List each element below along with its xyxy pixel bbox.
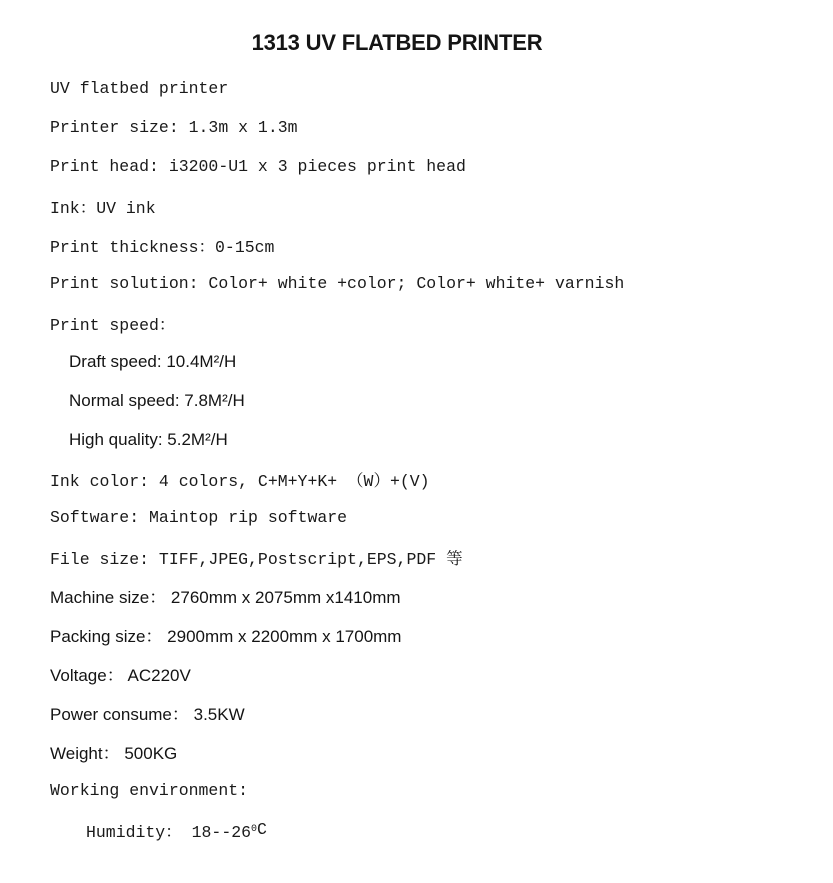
spec-text: Print head: i3200-U1 x 3 pieces print head — [50, 157, 466, 176]
spec-line-software — [50, 498, 744, 537]
spec-text: Software: Maintop rip software — [50, 508, 348, 527]
spec-text: Humidity： 18--26 — [86, 822, 252, 842]
spec-text: Weight： 500KG — [50, 744, 178, 763]
spec-text: Ink color: 4 colors, C+M+Y+K+ （W）+(V) — [50, 471, 430, 491]
spec-line-normal-speed — [50, 381, 744, 420]
spec-line-voltage — [50, 654, 744, 693]
spec-line-weight — [50, 732, 744, 771]
spec-text: Printer size: 1.3m x 1.3m — [50, 118, 298, 137]
spec-line-print-thickness — [50, 225, 744, 264]
spec-text: Power consume： 3.5KW — [50, 705, 245, 724]
spec-text: Print speed： — [50, 315, 176, 335]
spec-text: Print thickness：0-15cm — [50, 237, 275, 257]
page-title: 1313 UV FLATBED PRINTER — [251, 30, 543, 55]
spec-text: Normal speed: 7.8M²/H — [69, 390, 245, 410]
spec-line-working-environment — [50, 771, 744, 810]
spec-text: Draft speed: 10.4M²/H — [69, 351, 237, 371]
spec-text: Voltage： AC220V — [50, 666, 191, 685]
spec-text: Print solution: Color+ white +color; Color+ white+ varnish — [50, 274, 625, 293]
spec-line-humidity: Humidity： 18--26 0 C — [50, 810, 744, 849]
spec-text: File size: TIFF,JPEG,Postscript,EPS,PDF 等 — [50, 549, 463, 569]
spec-line-file-size — [50, 537, 744, 576]
spec-text-unit: C — [257, 820, 267, 839]
spec-line-print-solution — [50, 264, 744, 303]
spec-line-printer-size — [50, 108, 744, 147]
spec-text: Machine size： 2760mm x 2075mm x1410mm — [50, 588, 401, 607]
spec-line-print-head — [50, 147, 744, 186]
spec-line-high-quality — [50, 420, 744, 459]
spec-text: UV flatbed printer — [50, 79, 229, 98]
spec-line-draft-speed — [50, 342, 744, 381]
spec-text: Ink：UV ink — [50, 198, 156, 218]
spec-line-power-consume — [50, 693, 744, 732]
spec-line-machine-size — [50, 576, 744, 615]
spec-line-ink-color — [50, 459, 744, 498]
spec-line-ink — [50, 186, 744, 225]
spec-text: Working environment: — [50, 781, 249, 800]
spec-line-packing-size — [50, 615, 744, 654]
spec-line-product — [50, 69, 744, 108]
spec-text: High quality: 5.2M²/H — [69, 429, 228, 449]
spec-text: Packing size： 2900mm x 2200mm x 1700mm — [50, 627, 402, 646]
spec-line-print-speed — [50, 303, 744, 342]
spec-list — [50, 69, 744, 849]
